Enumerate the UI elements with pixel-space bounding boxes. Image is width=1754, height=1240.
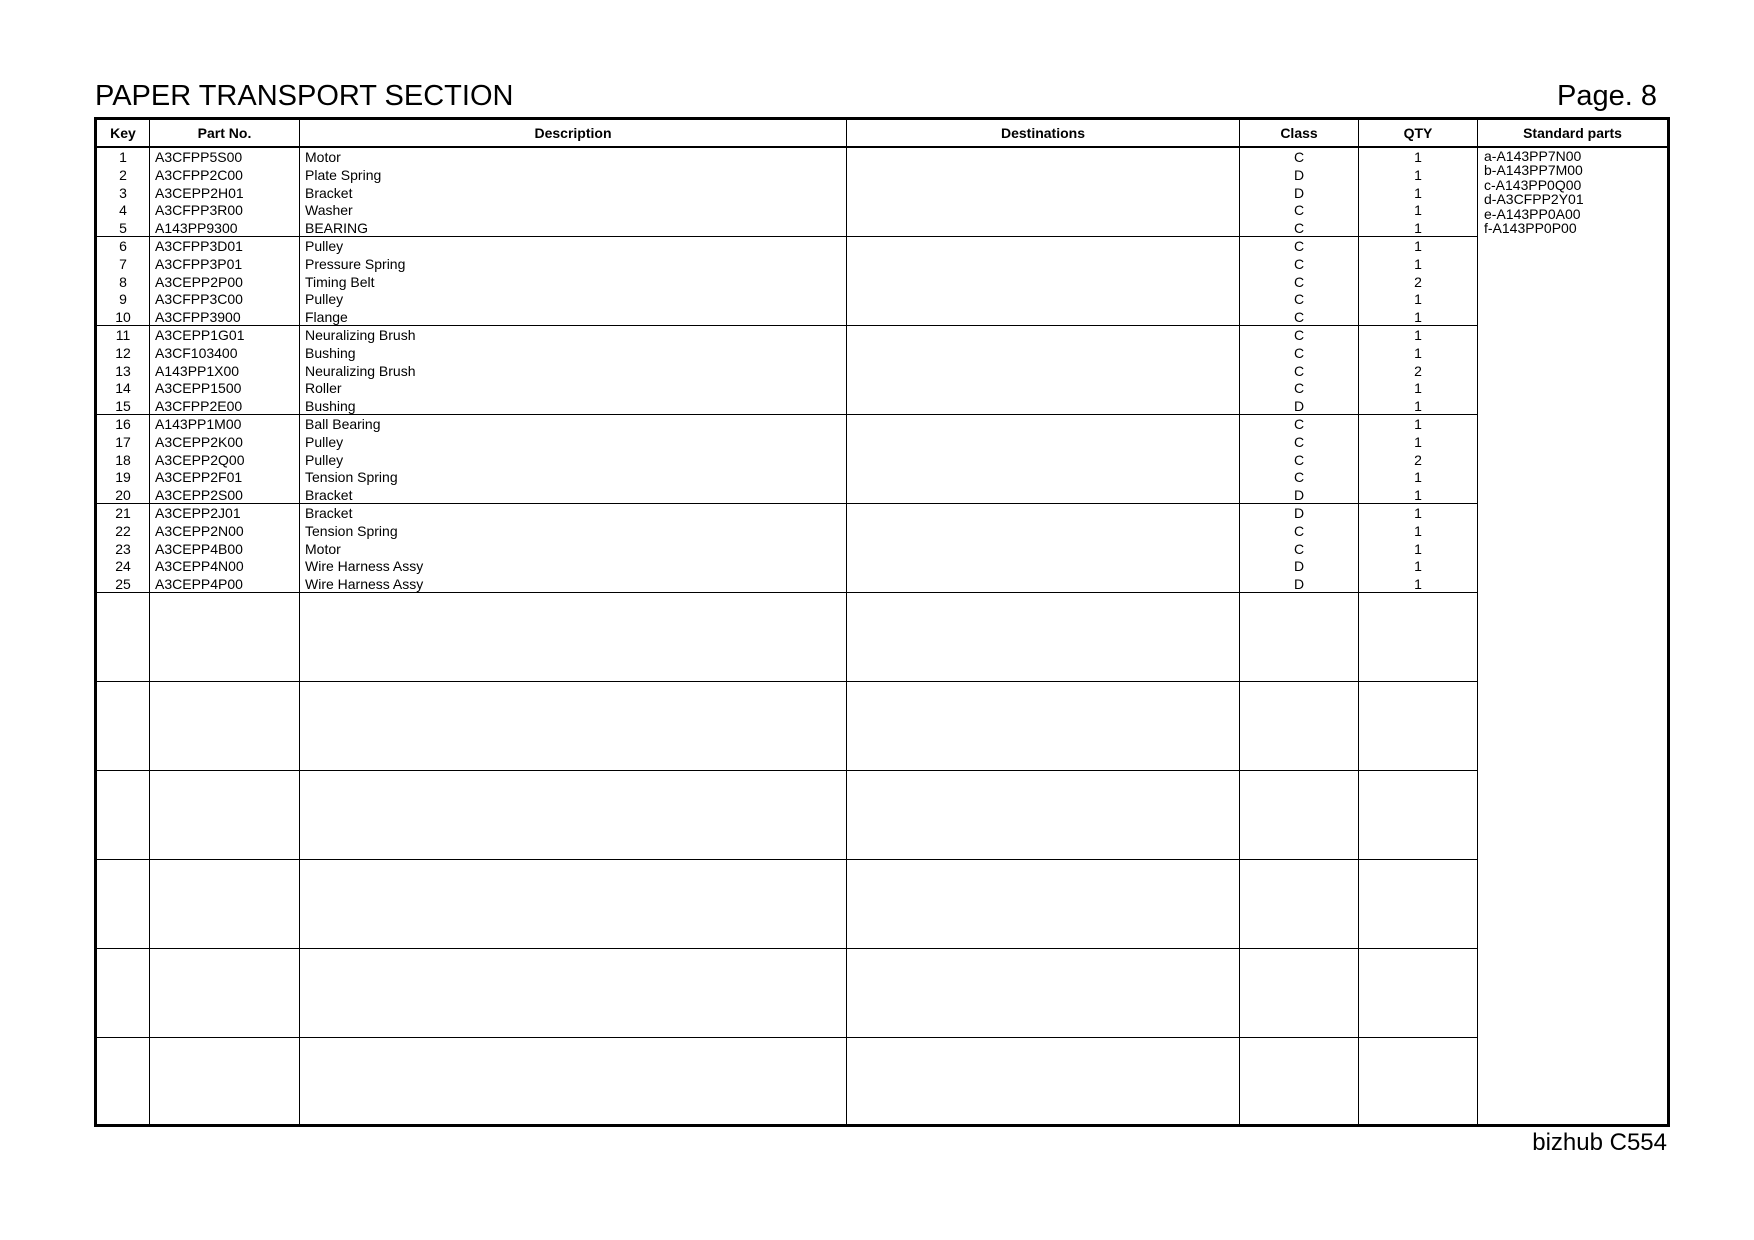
row-group-divider [97, 859, 1477, 860]
cell-qty: 1 [1414, 522, 1422, 539]
cell-part-no: A3CEPP4N00 [155, 558, 244, 575]
cell-qty: 1 [1414, 505, 1422, 521]
cell-description: Pulley [305, 433, 344, 450]
row-group-divider [97, 681, 1477, 682]
cell-qty: 1 [1414, 327, 1422, 343]
cell-part-no: A3CEPP1G01 [155, 327, 245, 343]
cell-key: 3 [119, 184, 127, 201]
cell-key: 11 [115, 327, 131, 343]
cell-class: D [1293, 184, 1305, 201]
cell-class: C [1293, 255, 1305, 272]
cell-description: Pulley [305, 291, 344, 308]
cell-description: Wire Harness Assy [305, 576, 424, 593]
cell-description: Washer [305, 202, 353, 219]
cell-class: D [1293, 558, 1305, 575]
column-divider [1477, 120, 1478, 1124]
cell-description: Bracket [305, 184, 353, 201]
cell-qty: 1 [1414, 291, 1422, 308]
column-header-class: Class [1280, 125, 1318, 141]
cell-description: Motor [305, 149, 341, 165]
cell-qty: 1 [1414, 220, 1422, 237]
cell-class: C [1293, 327, 1305, 343]
cell-qty: 1 [1414, 540, 1422, 557]
cell-class: C [1293, 291, 1305, 308]
cell-qty: 1 [1414, 558, 1422, 575]
cell-part-no: A3CEPP2Q00 [155, 451, 245, 468]
cell-qty: 1 [1414, 469, 1422, 486]
cell-part-no: A3CEPP2S00 [155, 487, 243, 504]
standard-part-item: e-A143PP0A00 [1484, 205, 1581, 222]
cell-part-no: A3CEPP2K00 [155, 433, 243, 450]
cell-qty: 1 [1414, 166, 1422, 183]
cell-class: C [1293, 309, 1305, 326]
column-header-key: Key [110, 125, 136, 141]
cell-qty: 1 [1414, 416, 1422, 432]
cell-part-no: A143PP9300 [155, 220, 238, 237]
cell-key: 14 [115, 380, 131, 397]
cell-qty: 1 [1414, 238, 1422, 254]
cell-class: C [1293, 149, 1305, 165]
cell-qty: 1 [1414, 380, 1422, 397]
page-title: PAPER TRANSPORT SECTION [95, 80, 514, 112]
cell-description: Pulley [305, 238, 344, 254]
cell-description: Tension Spring [305, 469, 398, 486]
cell-description: Neuralizing Brush [305, 327, 416, 343]
column-header-description: Description [534, 125, 612, 141]
cell-qty: 1 [1414, 344, 1422, 361]
standard-part-item: c-A143PP0Q00 [1484, 176, 1582, 193]
cell-class: C [1293, 344, 1305, 361]
column-header-qty: QTY [1403, 125, 1433, 141]
cell-class: D [1293, 398, 1305, 415]
cell-description: Ball Bearing [305, 416, 381, 432]
cell-part-no: A3CEPP4P00 [155, 576, 243, 593]
cell-part-no: A3CEPP2H01 [155, 184, 244, 201]
cell-qty: 2 [1414, 362, 1422, 379]
cell-key: 18 [115, 451, 131, 468]
cell-qty: 2 [1414, 451, 1422, 468]
cell-class: C [1293, 469, 1305, 486]
cell-part-no: A3CEPP2N00 [155, 522, 244, 539]
cell-part-no: A143PP1X00 [155, 362, 240, 379]
cell-key: 16 [115, 416, 131, 432]
cell-key: 1 [119, 149, 127, 165]
cell-description: Flange [305, 309, 348, 326]
cell-description: Pulley [305, 451, 344, 468]
cell-qty: 1 [1414, 433, 1422, 450]
cell-qty: 1 [1414, 255, 1422, 272]
cell-key: 19 [115, 469, 131, 486]
cell-key: 17 [115, 433, 131, 450]
cell-part-no: A3CFPP3D01 [155, 238, 243, 254]
cell-part-no: A3CEPP2P00 [155, 273, 243, 290]
cell-key: 12 [115, 344, 131, 361]
cell-key: 22 [115, 522, 131, 539]
cell-class: C [1293, 451, 1305, 468]
cell-description: Bushing [305, 398, 356, 415]
cell-key: 5 [119, 220, 127, 237]
footer-model-name: bizhub C554 [1532, 1129, 1667, 1156]
cell-class: C [1293, 238, 1305, 254]
cell-class: C [1293, 273, 1305, 290]
cell-class: D [1293, 505, 1305, 521]
cell-qty: 1 [1414, 398, 1422, 415]
parts-table [94, 117, 1670, 1127]
cell-description: Tension Spring [305, 522, 398, 539]
page-number: Page. 8 [1557, 80, 1657, 112]
cell-key: 9 [119, 291, 127, 308]
row-group-divider [97, 1037, 1477, 1038]
cell-description: Timing Belt [305, 273, 375, 290]
cell-description: Plate Spring [305, 166, 382, 183]
cell-part-no: A3CFPP3R00 [155, 202, 243, 219]
column-header-standard-parts: Standard parts [1523, 125, 1622, 141]
cell-qty: 1 [1414, 309, 1422, 326]
cell-description: Bracket [305, 505, 353, 521]
cell-description: Roller [305, 380, 342, 397]
cell-description: Pressure Spring [305, 255, 406, 272]
cell-description: Bushing [305, 344, 356, 361]
row-group-divider [97, 1126, 1477, 1127]
cell-class: C [1293, 522, 1305, 539]
cell-key: 23 [115, 540, 131, 557]
cell-qty: 1 [1414, 184, 1422, 201]
header-rule [97, 146, 1667, 148]
cell-part-no: A3CFPP3C00 [155, 291, 243, 308]
cell-key: 10 [115, 309, 131, 326]
cell-part-no: A143PP1M00 [155, 416, 242, 432]
cell-part-no: A3CEPP1500 [155, 380, 242, 397]
cell-part-no: A3CEPP2F01 [155, 469, 243, 486]
cell-class: C [1293, 433, 1305, 450]
cell-part-no: A3CFPP2E00 [155, 398, 243, 415]
cell-class: D [1293, 166, 1305, 183]
cell-part-no: A3CFPP3P01 [155, 255, 243, 272]
cell-key: 4 [119, 202, 127, 219]
cell-qty: 1 [1414, 202, 1422, 219]
column-divider [846, 120, 847, 1124]
cell-key: 6 [119, 238, 127, 254]
cell-key: 7 [119, 255, 127, 272]
column-divider [299, 120, 300, 1124]
standard-part-item: f-A143PP0P00 [1484, 220, 1577, 237]
column-header-part-no: Part No. [197, 125, 252, 141]
cell-part-no: A3CFPP3900 [155, 309, 241, 326]
cell-class: C [1293, 202, 1305, 219]
cell-key: 8 [119, 273, 127, 290]
cell-key: 24 [115, 558, 131, 575]
cell-description: Neuralizing Brush [305, 362, 416, 379]
cell-qty: 1 [1414, 149, 1422, 165]
cell-qty: 2 [1414, 273, 1422, 290]
cell-class: C [1293, 380, 1305, 397]
standard-part-item: d-A3CFPP2Y01 [1484, 191, 1584, 208]
cell-class: D [1293, 487, 1305, 504]
column-divider [149, 120, 150, 1124]
standard-part-item: b-A143PP7M00 [1484, 162, 1583, 179]
cell-key: 15 [115, 398, 131, 415]
standard-part-item: a-A143PP7N00 [1484, 148, 1582, 164]
row-group-divider [97, 770, 1477, 771]
cell-part-no: A3CFPP5S00 [155, 149, 243, 165]
cell-class: D [1293, 576, 1305, 593]
row-group-divider [97, 948, 1477, 949]
cell-qty: 1 [1414, 487, 1422, 504]
cell-class: C [1293, 220, 1305, 237]
cell-description: BEARING [305, 220, 369, 237]
cell-key: 2 [119, 166, 127, 183]
cell-description: Wire Harness Assy [305, 558, 424, 575]
cell-key: 21 [115, 505, 131, 521]
standard-parts-list [1484, 149, 1664, 235]
cell-class: C [1293, 362, 1305, 379]
cell-key: 13 [115, 362, 131, 379]
cell-description: Bracket [305, 487, 353, 504]
column-header-destinations: Destinations [1000, 125, 1085, 141]
cell-qty: 1 [1414, 576, 1422, 593]
cell-class: C [1293, 416, 1305, 432]
cell-part-no: A3CEPP4B00 [155, 540, 243, 557]
cell-part-no: A3CF103400 [155, 344, 238, 361]
cell-part-no: A3CFPP2C00 [155, 166, 243, 183]
cell-key: 20 [115, 487, 131, 504]
cell-class: C [1293, 540, 1305, 557]
cell-key: 25 [115, 576, 131, 593]
cell-part-no: A3CEPP2J01 [155, 505, 241, 521]
cell-description: Motor [305, 540, 341, 557]
